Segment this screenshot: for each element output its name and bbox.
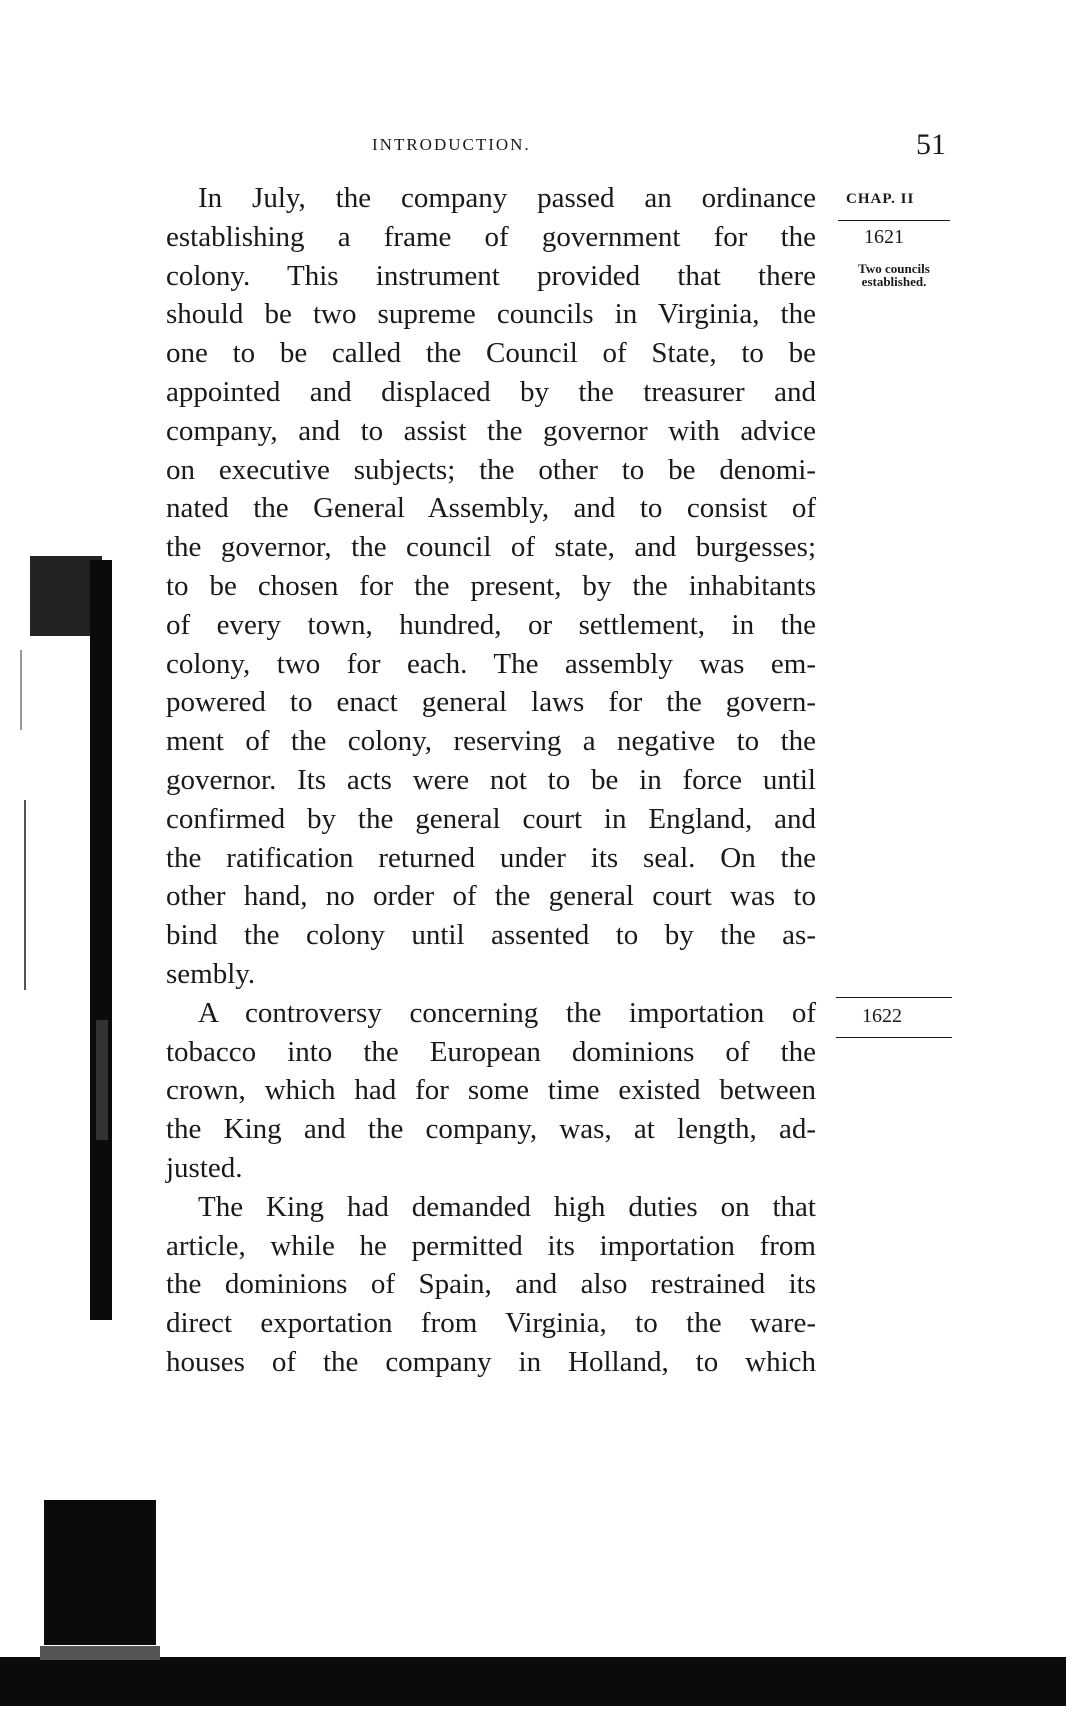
text-line: appointed and displaced by the treasurer and [166, 375, 816, 408]
text-line: ment of the colony, reserving a negative to the [166, 725, 816, 758]
text-line: colony. This instrument provided that there [166, 259, 816, 292]
margin-rule [838, 220, 950, 221]
margin-note [834, 262, 954, 288]
text-line: In July, the company passed an ordinance [198, 182, 816, 214]
scan-speck [24, 800, 26, 990]
text-line: sembly. [166, 957, 256, 990]
text-line: crown, which had for some time existed between [166, 1074, 816, 1107]
text-line: other hand, no order of the general court was to [166, 880, 816, 913]
text-line: nated the General Assembly, and to consist of [166, 492, 816, 525]
margin-note-line2: established. [861, 274, 927, 289]
text-line: the dominions of Spain, and also restrained its [166, 1268, 816, 1301]
scan-shadow [96, 1020, 108, 1140]
scan-shadow-bottom [0, 1657, 1066, 1706]
text-line: powered to enact general laws for the govern- [166, 686, 816, 719]
margin-note-line1: Two councils [858, 261, 930, 276]
text-line: the King and the company, was, at length, ad- [166, 1113, 816, 1146]
text-line: establishing a frame of government for the [166, 220, 816, 253]
text-line: of every town, hundred, or settlement, in the [166, 608, 816, 641]
text-line: should be two supreme councils in Virginia, the [166, 298, 816, 331]
scan-shadow [90, 560, 112, 1320]
scan-shadow [44, 1500, 156, 1645]
text-line: to be chosen for the present, by the inhabitants [166, 569, 816, 602]
text-line: the ratification returned under its seal. On the [166, 841, 816, 874]
text-line: tobacco into the European dominions of the [166, 1035, 816, 1068]
margin-rule [836, 997, 952, 998]
text-line: houses of the company in Holland, to which [166, 1345, 816, 1378]
text-line: the governor, the council of state, and burgesses; [166, 531, 816, 564]
text-line: The King had demanded high duties on that [198, 1190, 816, 1223]
margin-rule [836, 1037, 952, 1038]
text-line: bind the colony until assented to by the as- [166, 919, 816, 952]
body-text [166, 179, 816, 1382]
text-line: justed. [166, 1151, 243, 1184]
margin-year-1622: 1622 [862, 1005, 902, 1027]
text-line: A controversy concerning the importation of [198, 996, 816, 1029]
text-line: governor. Its acts were not to be in force until [166, 763, 816, 796]
text-line: article, while he permitted its importation from [166, 1229, 816, 1262]
scan-speck [20, 650, 22, 730]
text-line: on executive subjects; the other to be denomi- [166, 453, 816, 486]
scan-shadow [40, 1646, 160, 1660]
text-line: direct exportation from Virginia, to the ware- [166, 1307, 816, 1340]
text-line: confirmed by the general court in England, and [166, 802, 816, 835]
page-number: 51 [916, 128, 946, 161]
text-line: company, and to assist the governor with advice [166, 414, 816, 447]
margin-chapter: CHAP. II [846, 191, 915, 207]
text-line: one to be called the Council of State, to be [166, 337, 816, 370]
margin-year-1621: 1621 [864, 226, 904, 248]
running-title: INTRODUCTION. [372, 135, 531, 154]
text-line: colony, two for each. The assembly was em- [166, 647, 816, 680]
